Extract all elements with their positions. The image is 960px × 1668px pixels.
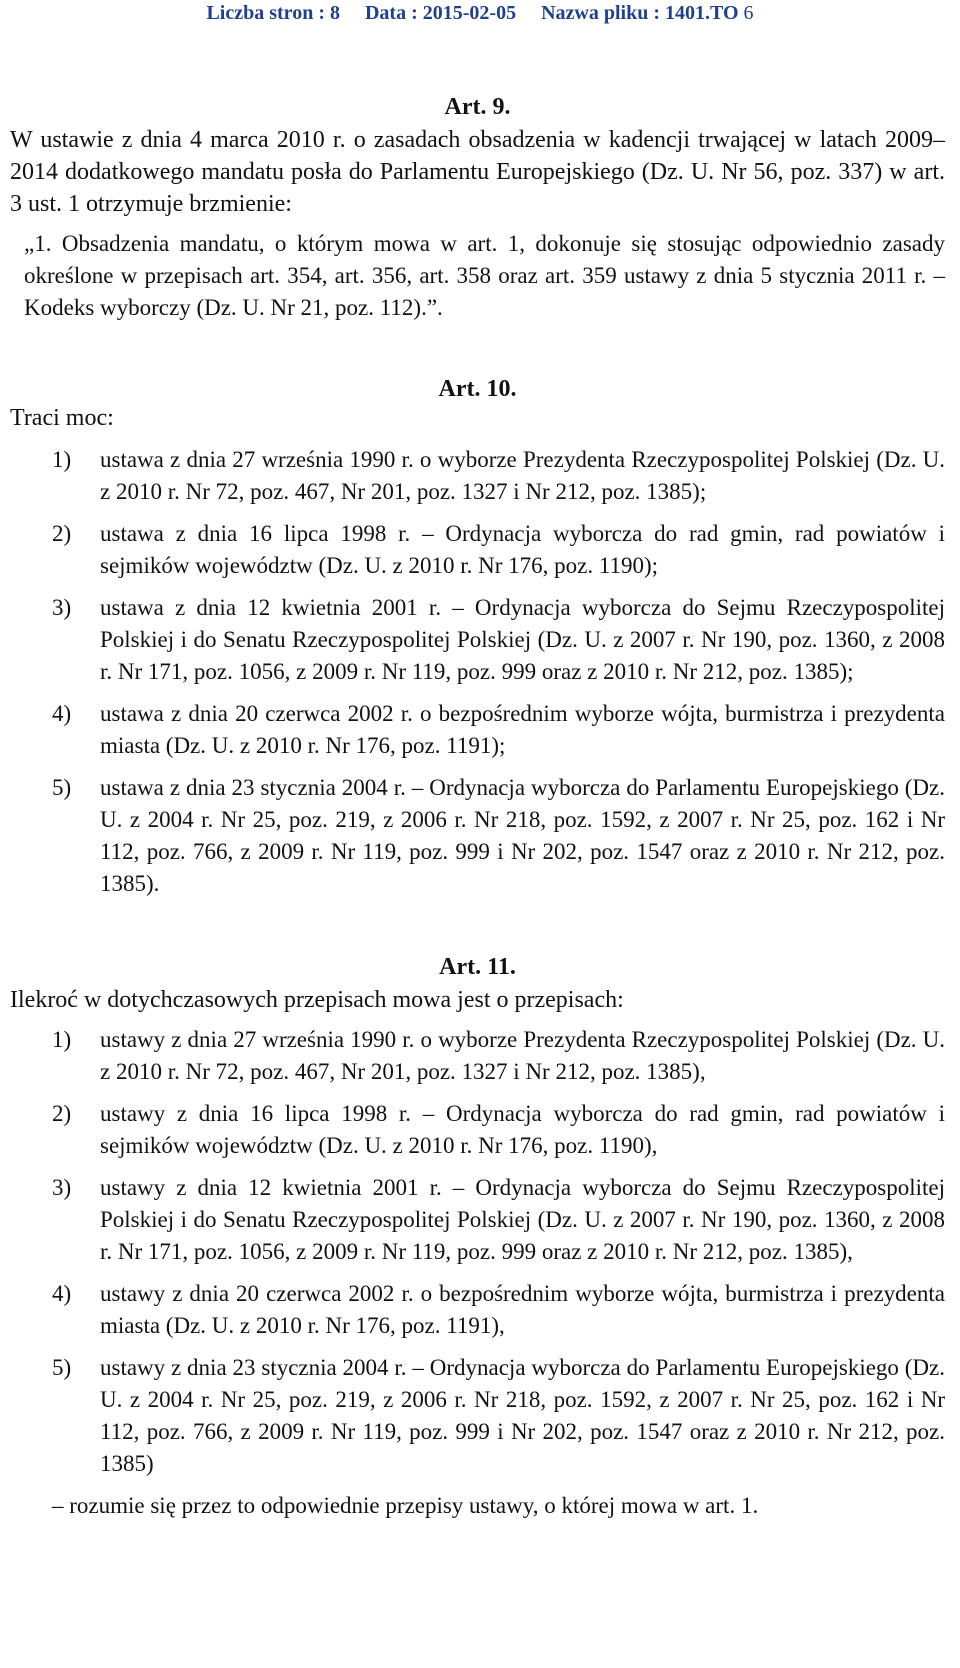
list-item (10, 1278, 945, 1342)
list-item (10, 1352, 945, 1480)
article-11-intro: Ilekroć w dotychczasowych przepisach mowa jest o przepisach: (10, 987, 624, 1013)
list-item (10, 444, 945, 508)
document-date: Data : 2015-02-05 (364, 2, 517, 24)
list-item-number: 5) (52, 1355, 72, 1380)
article-11-list (10, 1024, 945, 1480)
list-item (10, 518, 945, 582)
list-item (10, 1098, 945, 1162)
article-11-closing: – rozumie się przez to odpowiednie przepisy ustawy, o której mowa w art. 1. (52, 1493, 759, 1518)
list-item (10, 1172, 945, 1268)
list-item (10, 592, 945, 688)
list-item (10, 772, 945, 900)
article-11 (10, 950, 945, 1522)
list-item-number: 2) (52, 521, 72, 546)
list-item-text: ustawa z dnia 27 września 1990 r. o wyborze Prezydenta Rzeczypospolitej Polskiej (Dz. U. z 2010 r. Nr 72, poz. 467, Nr 201, poz. 1327 i Nr 212, poz. 1385); (100, 447, 945, 504)
list-item-text: ustawy z dnia 20 czerwca 2002 r. o bezpośrednim wyborze wójta, burmistrza i prezydenta miasta (Dz. U. z 2010 r. Nr 176, poz. 1191), (100, 1281, 945, 1338)
article-10 (10, 372, 945, 900)
page-number: 6 (743, 2, 754, 24)
file-name: Nazwa pliku : 1401.TO (541, 2, 739, 24)
list-item-text: ustawy z dnia 27 września 1990 r. o wyborze Prezydenta Rzeczypospolitej Polskiej (Dz. U. z 2010 r. Nr 72, poz. 467, Nr 201, poz. 1327 i Nr 212, poz. 1385), (100, 1027, 945, 1084)
list-item (10, 698, 945, 762)
list-item-number: 5) (52, 775, 72, 800)
list-item-text: ustawa z dnia 20 czerwca 2002 r. o bezpośrednim wyborze wójta, burmistrza i prezydenta miasta (Dz. U. z 2010 r. Nr 176, poz. 1191); (100, 701, 945, 758)
document-header (0, 2, 960, 25)
article-9-intro: W ustawie z dnia 4 marca 2010 r. o zasadach obsadzenia w kadencji trwającej w latach 2009–2014 dodatkowego mandatu posła do Parlamentu Europejskiego (Dz. U. Nr 56, poz. 337) w art. 3 ust. 1 otrzymuje brzmienie: (10, 127, 945, 217)
list-item-number: 3) (52, 595, 72, 620)
article-11-title: Art. 11. (439, 954, 516, 980)
list-item-number: 4) (52, 1281, 72, 1306)
page-count: Liczba stron : 8 (206, 2, 340, 24)
article-9 (10, 90, 945, 324)
article-10-title: Art. 10. (438, 376, 517, 402)
list-item (10, 1024, 945, 1088)
list-item-text: ustawy z dnia 12 kwietnia 2001 r. – Ordynacja wyborcza do Sejmu Rzeczypospolitej Polskiej i do Senatu Rzeczypospolitej Polskiej (Dz. U. z 2007 r. Nr 190, poz. 1360, z 2008 r. Nr 171, poz. 1056, z 2009 r. Nr 119, poz. 999 oraz z 2010 r. Nr 212, poz. 1385), (100, 1175, 945, 1264)
list-item-text: ustawa z dnia 16 lipca 1998 r. – Ordynacja wyborcza do rad gmin, rad powiatów i sejmików województw (Dz. U. z 2010 r. Nr 176, poz. 1190); (100, 521, 945, 578)
list-item-number: 1) (52, 1027, 72, 1052)
list-item-number: 4) (52, 701, 72, 726)
list-item-text: ustawy z dnia 16 lipca 1998 r. – Ordynacja wyborcza do rad gmin, rad powiatów i sejmików województw (Dz. U. z 2010 r. Nr 176, poz. 1190), (100, 1101, 945, 1158)
article-10-list (10, 444, 945, 900)
list-item-number: 3) (52, 1175, 72, 1200)
list-item-text: ustawy z dnia 23 stycznia 2004 r. – Ordynacja wyborcza do Parlamentu Europejskiego (Dz. U. z 2004 r. Nr 25, poz. 219, z 2006 r. Nr 218, poz. 1592, z 2007 r. Nr 25, poz. 162 i Nr 112, poz. 766, z 2009 r. Nr 119, poz. 999 i Nr 202, poz. 1547 oraz z 2010 r. Nr 212, poz. 1385) (100, 1355, 945, 1476)
article-10-intro: Traci moc: (10, 405, 114, 431)
article-9-quote: „1. Obsadzenia mandatu, o którym mowa w art. 1, dokonuje się stosując odpowiednio zasady określone w przepisach art. 354, art. 356, art. 358 oraz art. 359 ustawy z dnia 5 stycznia 2011 r. – Kodeks wyborczy (Dz. U. Nr 21, poz. 112).”. (24, 231, 945, 320)
article-9-title: Art. 9. (444, 94, 511, 120)
list-item-number: 1) (52, 447, 72, 472)
list-item-number: 2) (52, 1101, 72, 1126)
list-item-text: ustawa z dnia 23 stycznia 2004 r. – Ordynacja wyborcza do Parlamentu Europejskiego (Dz. U. z 2004 r. Nr 25, poz. 219, z 2006 r. Nr 218, poz. 1592, z 2007 r. Nr 25, poz. 162 i Nr 112, poz. 766, z 2009 r. Nr 119, poz. 999 i Nr 202, poz. 1547 oraz z 2010 r. Nr 212, poz. 1385). (100, 775, 945, 896)
list-item-text: ustawa z dnia 12 kwietnia 2001 r. – Ordynacja wyborcza do Sejmu Rzeczypospolitej Polskiej i do Senatu Rzeczypospolitej Polskiej (Dz. U. z 2007 r. Nr 190, poz. 1360, z 2008 r. Nr 171, poz. 1056, z 2009 r. Nr 119, poz. 999 oraz z 2010 r. Nr 212, poz. 1385); (100, 595, 945, 684)
document-body (10, 90, 945, 1522)
